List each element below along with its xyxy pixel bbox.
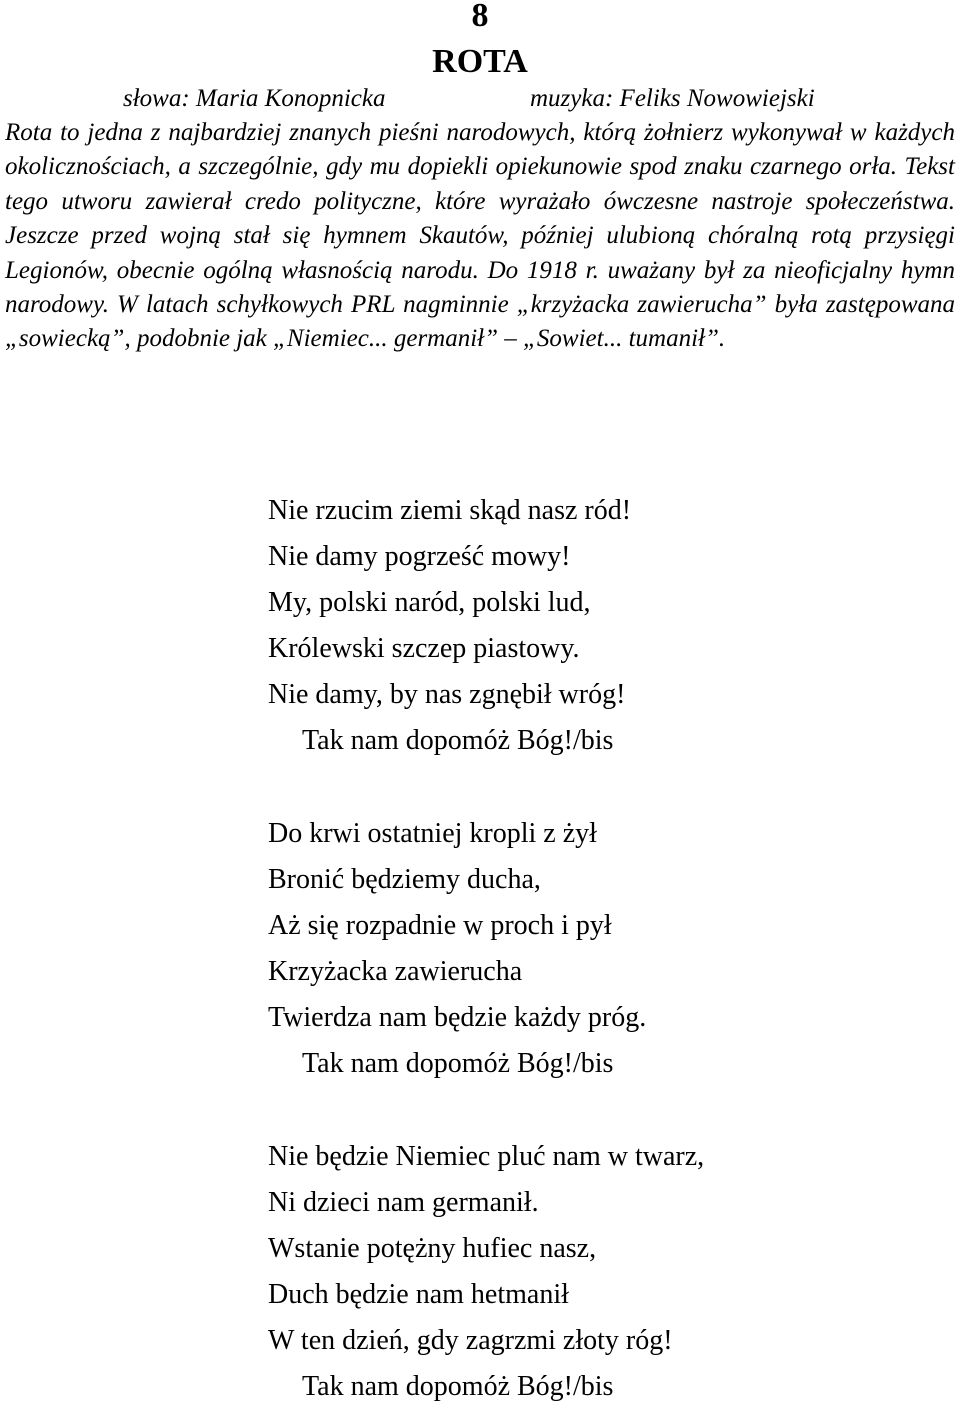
intro-paragraph: Rota to jedna z najbardziej znanych pieśni narodowych, którą żołnierz wykonywał w każdych okolicznościach, a szczególnie, gdy mu dopiekli opiekunowie spod znaku czarnego orła. Tekst tego utworu zawierał credo polityczne, które wyrażało ówczesne nastroje społeczeństwa. Jeszcze przed wojną stał się hymnem Skautów, później ulubioną chóralną rotą przysięgi Legionów, obecnie ogólną własnością narodu. Do 1918 r. uważany był za nieoficjalny hymn narodowy. W latach schyłkowych PRL nagminnie „krzyżacka zawierucha” była zastępowana „sowiecką”, podobnie jak „Niemiec... germanił” – „Sowiet... tumanił”. <box>5 119 955 353</box>
stanza-2 <box>268 811 928 1087</box>
stanza-line: Aż się rozpadnie w proch i pył <box>268 910 612 941</box>
stanza-line: Ni dzieci nam germanił. <box>268 1187 539 1218</box>
stanza-line: Twierdza nam będzie każdy próg. <box>268 1002 647 1033</box>
stanza-line: Nie rzucim ziemi skąd nasz ród! <box>268 495 632 526</box>
lyrics-credit: słowa: Maria Konopnicka <box>123 85 386 112</box>
song-title: ROTA <box>432 43 528 80</box>
song-credits <box>0 82 960 116</box>
refrain-line: Tak nam dopomóż Bóg!/bis <box>302 1371 614 1402</box>
refrain-line: Tak nam dopomóż Bóg!/bis <box>302 725 614 756</box>
stanza-line: Nie będzie Niemiec pluć nam w twarz, <box>268 1141 705 1172</box>
stanza-1 <box>268 488 928 764</box>
stanza-line: Duch będzie nam hetmanił <box>268 1279 569 1310</box>
stanza-line: Królewski szczep piastowy. <box>268 633 580 664</box>
stanza-line: Nie damy, by nas zgnębił wróg! <box>268 679 626 710</box>
stanza-line: Do krwi ostatniej kropli z żył <box>268 818 597 849</box>
stanza-line: Krzyżacka zawierucha <box>268 956 523 987</box>
refrain-line: Tak nam dopomóż Bóg!/bis <box>302 1048 614 1079</box>
stanza-line: My, polski naród, polski lud, <box>268 587 591 618</box>
stanza-line: Wstanie potężny hufiec nasz, <box>268 1233 597 1264</box>
music-credit: muzyka: Feliks Nowowiejski <box>530 85 815 112</box>
stanza-3 <box>268 1134 928 1410</box>
stanza-line: Nie damy pogrześć mowy! <box>268 541 571 572</box>
stanza-line: Bronić będziemy ducha, <box>268 864 541 895</box>
song-number: 8 <box>471 0 489 34</box>
stanza-line: W ten dzień, gdy zagrzmi złoty róg! <box>268 1325 673 1356</box>
